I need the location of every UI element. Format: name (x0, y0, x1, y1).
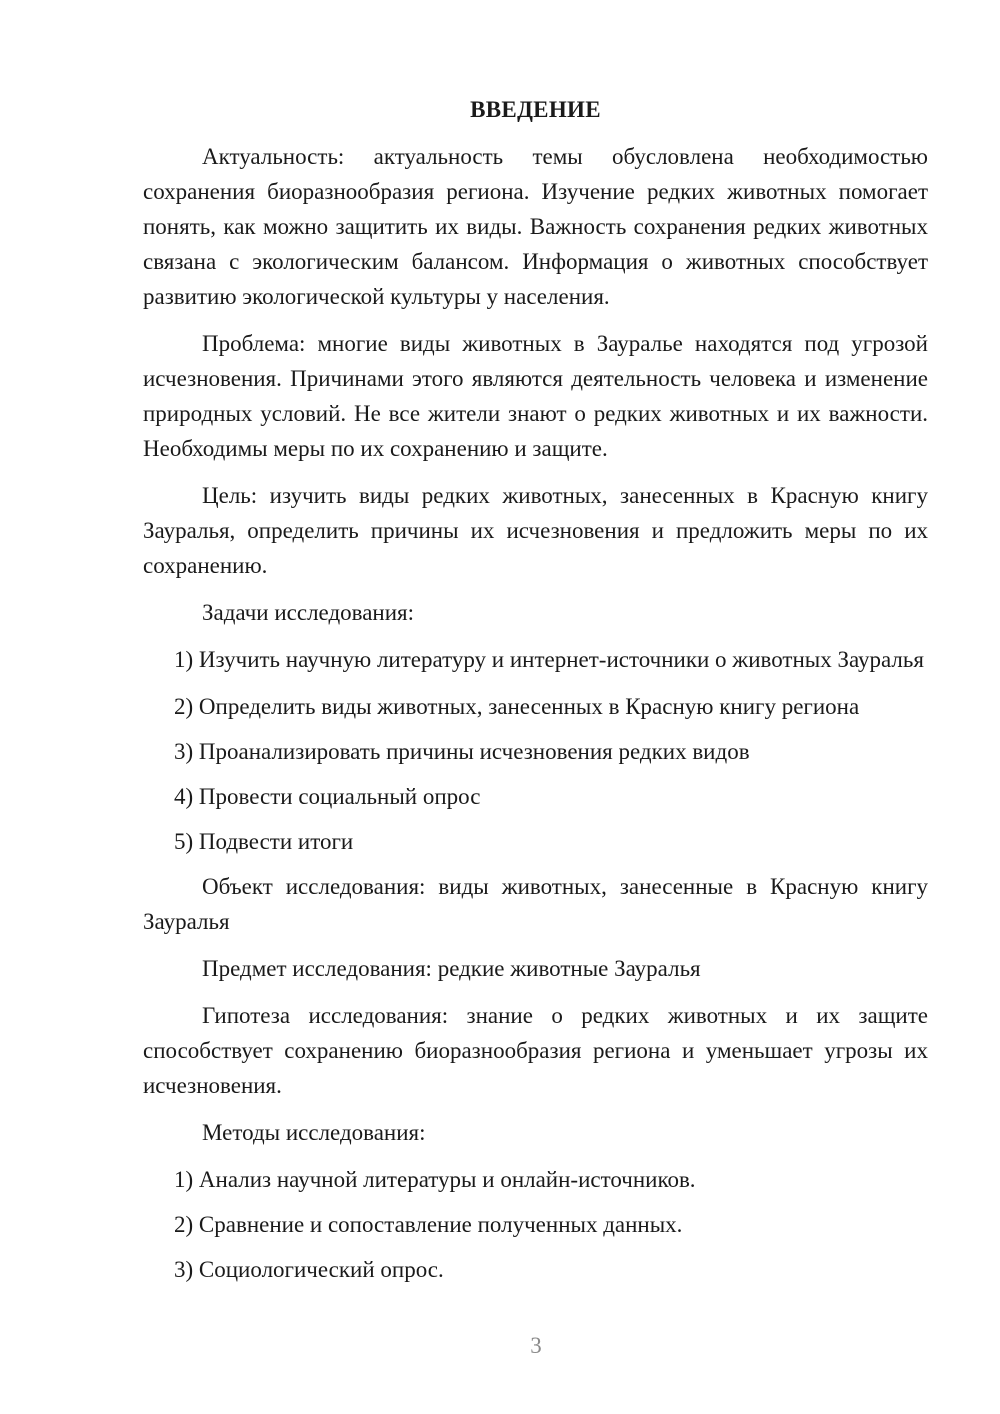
relevance-paragraph: Актуальность: актуальность темы обусловлена необходимостью сохранения биоразнообразия региона. Изучение редких животных помогает понять, как можно защитить их виды. Важность сохранения редких животных связана с экологическим балансом. Информация о животных способствует развитию экологической культуры у населения. (143, 144, 928, 309)
task-item: 1) Изучить научную литературу и интернет-источники о животных Зауралья (174, 647, 924, 672)
method-item: 3) Социологический опрос. (174, 1257, 444, 1282)
task-item: 5) Подвести итоги (174, 829, 354, 854)
tasks-list (143, 642, 928, 859)
hypothesis-paragraph: Гипотеза исследования: знание о редких животных и их защите способствует сохранению биоразнообразия региона и уменьшает угрозы их исчезновения. (143, 1003, 928, 1098)
task-item: 4) Провести социальный опрос (174, 784, 481, 809)
method-item: 1) Анализ научной литературы и онлайн-источников. (174, 1167, 696, 1192)
method-item: 2) Сравнение и сопоставление полученных данных. (174, 1212, 683, 1237)
task-item: 2) Определить виды животных, занесенных в Красную книгу региона (174, 694, 860, 719)
subject-paragraph: Предмет исследования: редкие животные Зауралья (202, 956, 701, 981)
object-paragraph: Объект исследования: виды животных, занесенные в Красную книгу Зауралья (143, 874, 928, 934)
page-content (143, 92, 928, 1297)
page-number: 3 (530, 1333, 542, 1358)
problem-paragraph: Проблема: многие виды животных в Зауралье находятся под угрозой исчезновения. Причинами этого являются деятельность человека и изменение природных условий. Не все жители знают о редких животных и их важности. Необходимы меры по их сохранению и защите. (143, 331, 928, 461)
methods-heading: Методы исследования: (202, 1120, 426, 1145)
tasks-heading: Задачи исследования: (202, 600, 415, 625)
goal-paragraph: Цель: изучить виды редких животных, занесенных в Красную книгу Зауралья, определить причины их исчезновения и предложить меры по их сохранению. (143, 483, 928, 578)
page-title: ВВЕДЕНИЕ (470, 97, 601, 122)
methods-list (143, 1162, 928, 1287)
task-item: 3) Проанализировать причины исчезновения редких видов (174, 739, 750, 764)
